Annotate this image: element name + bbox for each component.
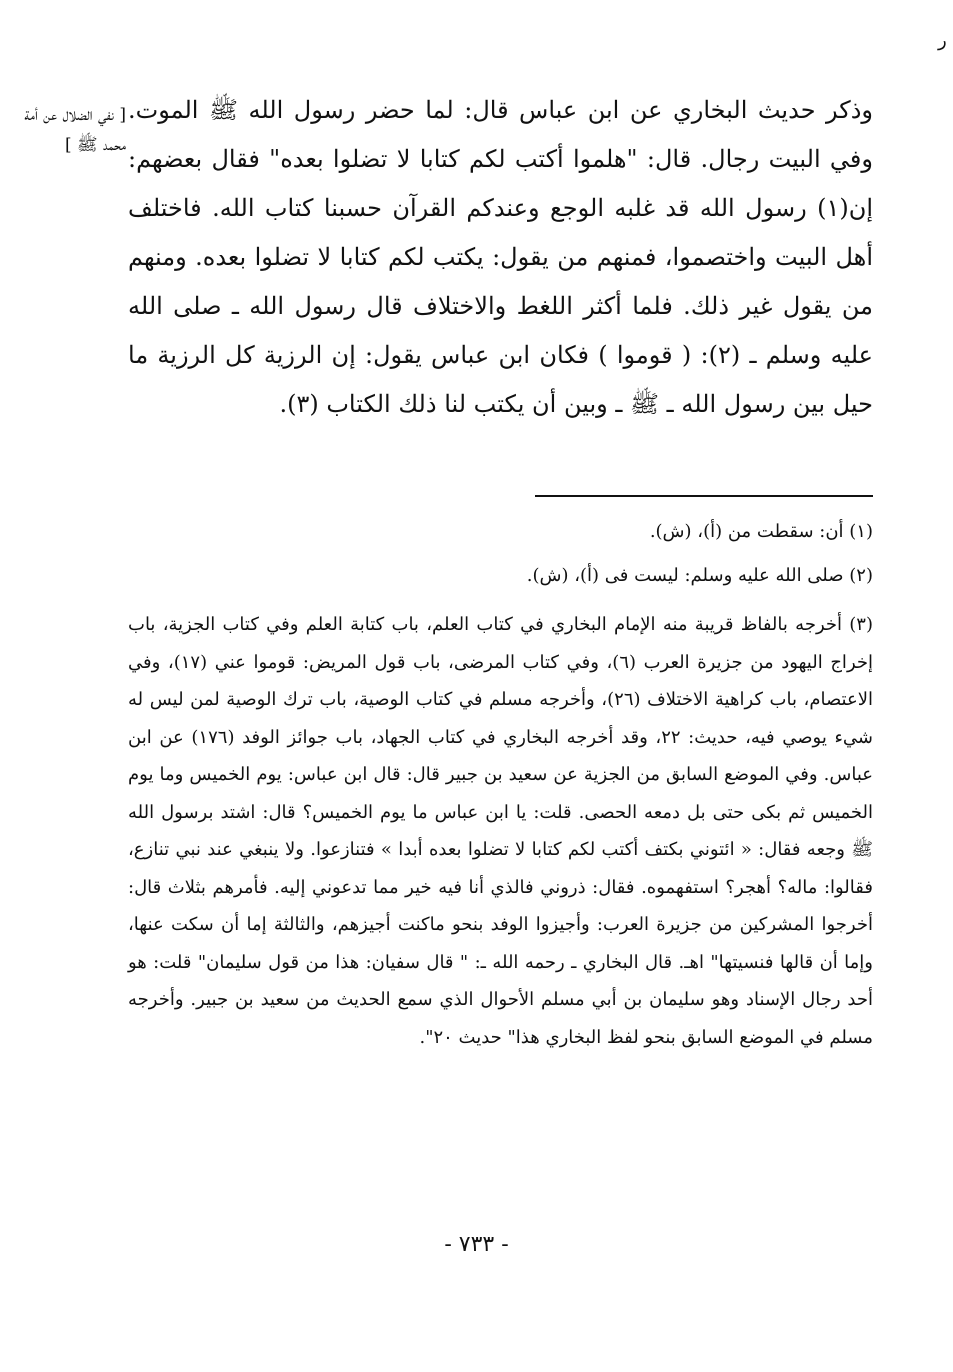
margin-note: [ نفي الضلال عن أمة محمد ﷺ ]	[24, 105, 126, 155]
footnote-divider	[535, 495, 873, 497]
footnotes	[128, 506, 873, 1056]
main-paragraph-text: وذكر حديث البخاري عن ابن عباس قال: لما حضر رسول الله ﷺ الموت. وفي البيت رجال. قال: "هلموا أكتب لكم كتابا لا تضلوا بعده" فقال بعضهم: إن(١) رسول الله قد غلبه الوجع وعندكم القرآن حسبنا كتاب الله. فاختلف أهل البيت واختصموا، فمنهم من يقول: يكتب لكم كتابا لا تضلوا بعده. ومنهم من يقول غير ذلك. فلما أكثر اللغط والاختلاف قال رسول الله ـ صلى الله عليه وسلم ـ (٢): ( قوموا ) فكان ابن عباس يقول: إن الرزية كل الرزية ما حيل بين رسول الله ـ ﷺ ـ وبين أن يكتب لنا ذلك الكتاب (٣).	[128, 96, 873, 418]
footnote-3: (٣) أخرجه بالفاظ قريبة منه الإمام البخاري في كتاب العلم، باب كتابة العلم وفي كتاب الجزية، باب إخراج اليهود من جزيرة العرب (٦)، وفي كتاب المرضى، باب قول المريض: قوموا عني (١٧)، وفي الاعتصام، باب كراهية الاختلاف (٢٦)، وأخرجه مسلم في كتاب الوصية، باب ترك الوصية لمن ليس له شيء يوصي فيه، حديث: ٢٢، وقد أخرجه البخاري في كتاب الجهاد، باب جوائز الوفد (١٧٦) عن ابن عباس. وفي الموضع السابق من الجزية عن سعيد بن جبير قال: قال ابن عباس: يوم الخميس وما يوم الخميس ثم بكى حتى بل دمعه الحصى. قلت: يا ابن عباس ما يوم الخميس؟ قال: اشتد برسول الله ﷺ وجعه فقال: « ائتوني بكتف أكتب لكم كتابا لا تضلوا بعده أبدا » فتنازعوا. ولا ينبغي عند نبي تنازع، فقالوا: ماله؟ أهجر؟ استفهموه. فقال: ذروني فالذي أنا فيه خير مما تدعوني إليه. فأمرهم بثلاث قال: أخرجوا المشركين من جزيرة العرب: وأجيزوا الوفد بنحو ماكنت أجيزهم، والثالثة إما أن سكت عنها، وإما أن قالها فنسيتها" اهـ. قال البخاري ـ رحمه الله ـ: " قال سفيان: هذا من قول سليمان" قلت: هو أحد رجال الإسناد وهو سليمان بن أبي مسلم الأحوال الذي سمع الحديث من سعيد بن جبير. وأخرجه مسلم في الموضع السابق بنحو لفظ البخاري هذا" حديث ٢٠".	[128, 614, 873, 1048]
footnote-2: (٢) صلى الله عليه وسلم: ليست فى (أ)، (ش).	[526, 565, 873, 586]
main-paragraph	[128, 86, 873, 429]
footnote-1: (١) أن: سقطت من (أ)، (ش).	[649, 521, 873, 542]
corner-mark: ر	[938, 30, 947, 51]
page-number: - ٧٣٣ -	[444, 1232, 509, 1257]
